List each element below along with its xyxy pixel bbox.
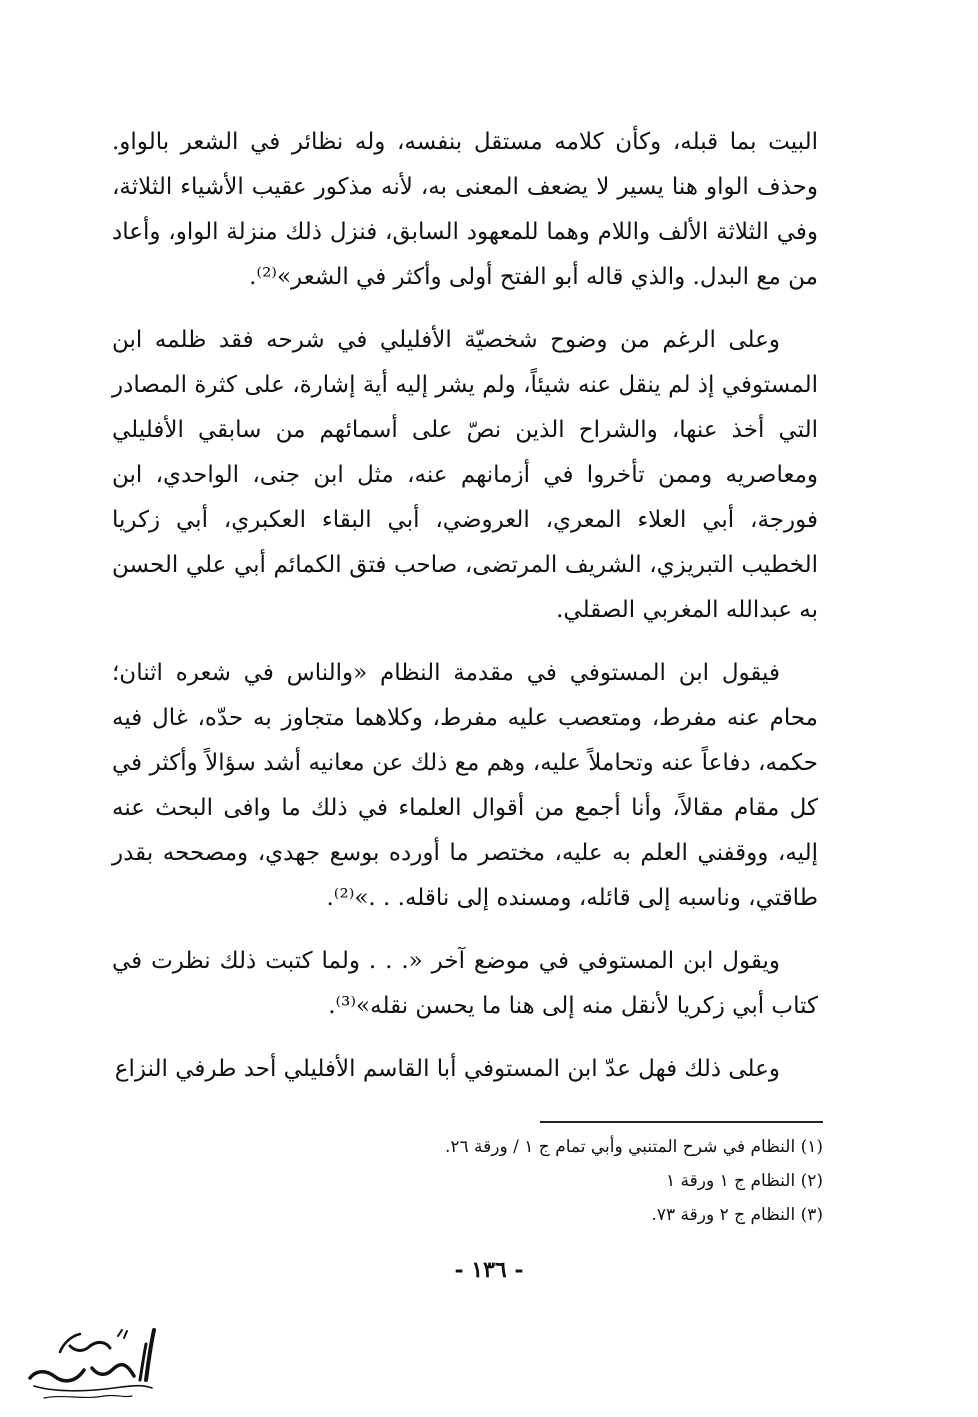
paragraph-1: البيت بما قبله، وكأن كلامه مستقل بنفسه، وله نظائر في الشعر بالواو. وحذف الواو هنا يسير لا يضعف المعنى به، لأنه مذكور عقيب الأشياء الثلاثة، وفي الثلاثة الألف واللام وهما للمعهود السابق، فنزل ذلك منزلة الواو، وأعاد من مع البدل. والذي قاله أبو الفتح أولى وأكثر في الشعر»⁽²⁾.	[112, 129, 818, 290]
footnote-divider	[540, 1121, 823, 1123]
paragraph-2: وعلى الرغم من وضوح شخصيّة الأفليلي في شرحه فقد ظلمه ابن المستوفي إذ لم ينقل عنه شيئاً، ولم يشر إليه أية إشارة، على كثرة المصادر التي أخذ عنها، والشراح الذين نصّ على أسمائهم من سابقي الأفليلي ومعاصريه وممن تأخروا في أزمانهم عنه، مثل ابن جنى، الواحدي، ابن فورجة، أبي العلاء المعري، العروضي، أبي البقاء العكبري، أبي زكريا الخطيب التبريزي، الشريف المرتضى، صاحب فتق الكمائم أبي علي الحسن به عبدالله المغربي الصقلي.	[112, 327, 818, 623]
stamp-logo-graphic	[14, 1318, 164, 1404]
footnote-2: (٢) النظام ج ١ ورقة ١	[665, 1171, 823, 1191]
page-number: - ١٣٦ -	[454, 1257, 524, 1283]
body-text	[112, 120, 818, 1092]
calligraphy-stamp-icon	[14, 1318, 164, 1404]
footnotes	[420, 1130, 823, 1232]
paragraph-5: وعلى ذلك فهل عدّ ابن المستوفي أبا القاسم الأفليلي أحد طرفي النزاع	[114, 1056, 780, 1082]
paragraph-4: ويقول ابن المستوفي في موضع آخر «. . . ولما كتبت ذلك نظرت في كتاب أبي زكريا لأنقل منه إلى هنا ما يحسن نقله»⁽³⁾.	[112, 948, 818, 1019]
footnote-3: (٣) النظام ج ٢ ورقة ٧٣.	[651, 1205, 823, 1225]
footnote-1: (١) النظام في شرح المتنبي وأبي تمام ج ١ / ورقة ٢٦.	[444, 1137, 823, 1157]
paragraph-3: فيقول ابن المستوفي في مقدمة النظام «والناس في شعره اثنان؛ محام عنه مفرط، ومتعصب عليه مفرط، وكلاهما متجاوز به حدّه، غال فيه حكمه، دفاعاً عنه وتحاملاً عليه، وهم مع ذلك عن معانيه أشد سؤالاً وأكثر في كل مقام مقالاً، وأنا أجمع من أقوال العلماء في ذلك ما وافى البحث عنه إليه، ووقفني العلم به عليه، مختصر ما أورده بوسع جهدي، ومصححه بقدر طاقتي، وناسبه إلى قائله، ومسنده إلى ناقله. . .»⁽²⁾.	[112, 660, 818, 911]
